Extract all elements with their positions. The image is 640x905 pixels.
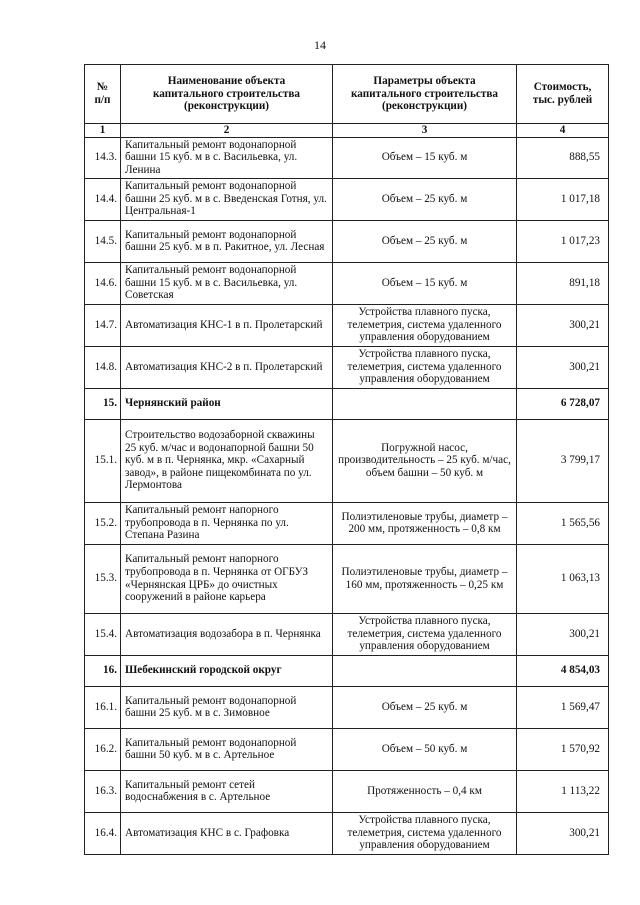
table-row bbox=[85, 502, 609, 544]
row-cost: 1 570,92 bbox=[517, 728, 609, 770]
row-cost: 3 799,17 bbox=[517, 419, 609, 502]
table-row bbox=[85, 137, 609, 178]
row-object-parameters: Погружной насос, производительность – 25 куб. м/час, объем башни – 50 куб. м bbox=[333, 419, 517, 502]
row-object-parameters: Устройства плавного пуска, телеметрия, система удаленного управления оборудованием bbox=[333, 346, 517, 388]
row-number: 15.1. bbox=[85, 419, 121, 502]
row-cost: 891,18 bbox=[517, 262, 609, 304]
row-number: 15.2. bbox=[85, 502, 121, 544]
row-object-name: Капитальный ремонт сетей водоснабжения в с. Артельное bbox=[121, 770, 333, 812]
row-object-name: Капитальный ремонт водонапорной башни 25 куб. м в с. Зимовное bbox=[121, 686, 333, 728]
construction-objects-table bbox=[84, 64, 609, 855]
table-row bbox=[85, 262, 609, 304]
table-section-row bbox=[85, 388, 609, 419]
table-row bbox=[85, 770, 609, 812]
row-object-name: Шебекинский городской округ bbox=[121, 655, 333, 686]
row-cost: 6 728,07 bbox=[517, 388, 609, 419]
row-object-parameters: Объем – 25 куб. м bbox=[333, 220, 517, 262]
row-cost: 300,21 bbox=[517, 304, 609, 346]
row-object-name: Строительство водозаборной скважины 25 куб. м/час и водонапорной башни 50 куб. м в п. Чернянка, мкр. «Сахарный завод», в районе пищекомбината по ул. Лермонтова bbox=[121, 419, 333, 502]
table-header-row bbox=[85, 65, 609, 124]
row-number: 14.8. bbox=[85, 346, 121, 388]
row-object-name: Капитальный ремонт водонапорной башни 25 куб. м в с. Введенская Готня, ул. Центральная-1 bbox=[121, 178, 333, 220]
row-number: 14.6. bbox=[85, 262, 121, 304]
row-object-name: Автоматизация водозабора в п. Чернянка bbox=[121, 613, 333, 655]
row-object-name: Капитальный ремонт напорного трубопровода в п. Чернянка от ОГБУЗ «Чернянская ЦРБ» до очистных сооружений в районе карьера bbox=[121, 544, 333, 613]
table-row bbox=[85, 346, 609, 388]
row-cost: 1 063,13 bbox=[517, 544, 609, 613]
header-object-parameters: Параметры объекта капитального строительства (реконструкции) bbox=[333, 65, 517, 124]
row-object-parameters: Устройства плавного пуска, телеметрия, система удаленного управления оборудованием bbox=[333, 613, 517, 655]
row-cost: 1 565,56 bbox=[517, 502, 609, 544]
header-cost: Стоимость, тыс. рублей bbox=[517, 65, 609, 124]
row-cost: 300,21 bbox=[517, 346, 609, 388]
row-cost: 4 854,03 bbox=[517, 655, 609, 686]
row-object-name: Автоматизация КНС-1 в п. Пролетарский bbox=[121, 304, 333, 346]
row-object-parameters: Полиэтиленовые трубы, диаметр – 160 мм, протяженность – 0,25 км bbox=[333, 544, 517, 613]
row-object-parameters: Устройства плавного пуска, телеметрия, система удаленного управления оборудованием bbox=[333, 304, 517, 346]
row-cost: 1 017,18 bbox=[517, 178, 609, 220]
row-object-parameters: Объем – 15 куб. м bbox=[333, 137, 517, 178]
table-row bbox=[85, 613, 609, 655]
table-row bbox=[85, 728, 609, 770]
column-number: 4 bbox=[517, 124, 609, 138]
row-cost: 300,21 bbox=[517, 812, 609, 854]
row-object-name: Капитальный ремонт водонапорной башни 50 куб. м в с. Артельное bbox=[121, 728, 333, 770]
row-cost: 300,21 bbox=[517, 613, 609, 655]
row-object-parameters: Объем – 50 куб. м bbox=[333, 728, 517, 770]
row-object-name: Автоматизация КНС-2 в п. Пролетарский bbox=[121, 346, 333, 388]
row-number: 14.5. bbox=[85, 220, 121, 262]
column-number: 3 bbox=[333, 124, 517, 138]
row-number: 16.3. bbox=[85, 770, 121, 812]
table-row bbox=[85, 419, 609, 502]
header-number: № п/п bbox=[85, 65, 121, 124]
column-numbers-row bbox=[85, 124, 609, 138]
row-cost: 1 017,23 bbox=[517, 220, 609, 262]
row-number: 16. bbox=[85, 655, 121, 686]
row-object-parameters: Объем – 25 куб. м bbox=[333, 178, 517, 220]
table-row bbox=[85, 178, 609, 220]
row-number: 14.7. bbox=[85, 304, 121, 346]
row-object-name: Чернянский район bbox=[121, 388, 333, 419]
row-number: 16.1. bbox=[85, 686, 121, 728]
row-object-name: Автоматизация КНС в с. Графовка bbox=[121, 812, 333, 854]
row-object-parameters: Устройства плавного пуска, телеметрия, система удаленного управления оборудованием bbox=[333, 812, 517, 854]
row-number: 15.4. bbox=[85, 613, 121, 655]
table-row bbox=[85, 304, 609, 346]
column-number: 1 bbox=[85, 124, 121, 138]
row-object-parameters: Полиэтиленовые трубы, диаметр – 200 мм, протяженность – 0,8 км bbox=[333, 502, 517, 544]
header-object-name: Наименование объекта капитального строительства (реконструкции) bbox=[121, 65, 333, 124]
row-object-name: Капитальный ремонт водонапорной башни 15 куб. м в с. Васильевка, ул. Ленина bbox=[121, 137, 333, 178]
row-number: 15.3. bbox=[85, 544, 121, 613]
table-row bbox=[85, 544, 609, 613]
row-cost: 1 569,47 bbox=[517, 686, 609, 728]
table-row bbox=[85, 220, 609, 262]
row-object-parameters: Объем – 15 куб. м bbox=[333, 262, 517, 304]
table-section-row bbox=[85, 655, 609, 686]
page-number: 14 bbox=[314, 38, 326, 52]
row-number: 15. bbox=[85, 388, 121, 419]
row-object-name: Капитальный ремонт водонапорной башни 25 куб. м в п. Ракитное, ул. Лесная bbox=[121, 220, 333, 262]
row-number: 16.2. bbox=[85, 728, 121, 770]
column-number: 2 bbox=[121, 124, 333, 138]
row-object-name: Капитальный ремонт водонапорной башни 15 куб. м в с. Васильевка, ул. Советская bbox=[121, 262, 333, 304]
row-cost: 1 113,22 bbox=[517, 770, 609, 812]
row-object-parameters: Протяженность – 0,4 км bbox=[333, 770, 517, 812]
table-body bbox=[85, 137, 609, 854]
table-row bbox=[85, 812, 609, 854]
table-row bbox=[85, 686, 609, 728]
row-object-parameters bbox=[333, 655, 517, 686]
row-number: 14.3. bbox=[85, 137, 121, 178]
row-number: 14.4. bbox=[85, 178, 121, 220]
row-cost: 888,55 bbox=[517, 137, 609, 178]
row-object-parameters bbox=[333, 388, 517, 419]
row-number: 16.4. bbox=[85, 812, 121, 854]
row-object-name: Капитальный ремонт напорного трубопровода в п. Чернянка по ул. Степана Разина bbox=[121, 502, 333, 544]
row-object-parameters: Объем – 25 куб. м bbox=[333, 686, 517, 728]
